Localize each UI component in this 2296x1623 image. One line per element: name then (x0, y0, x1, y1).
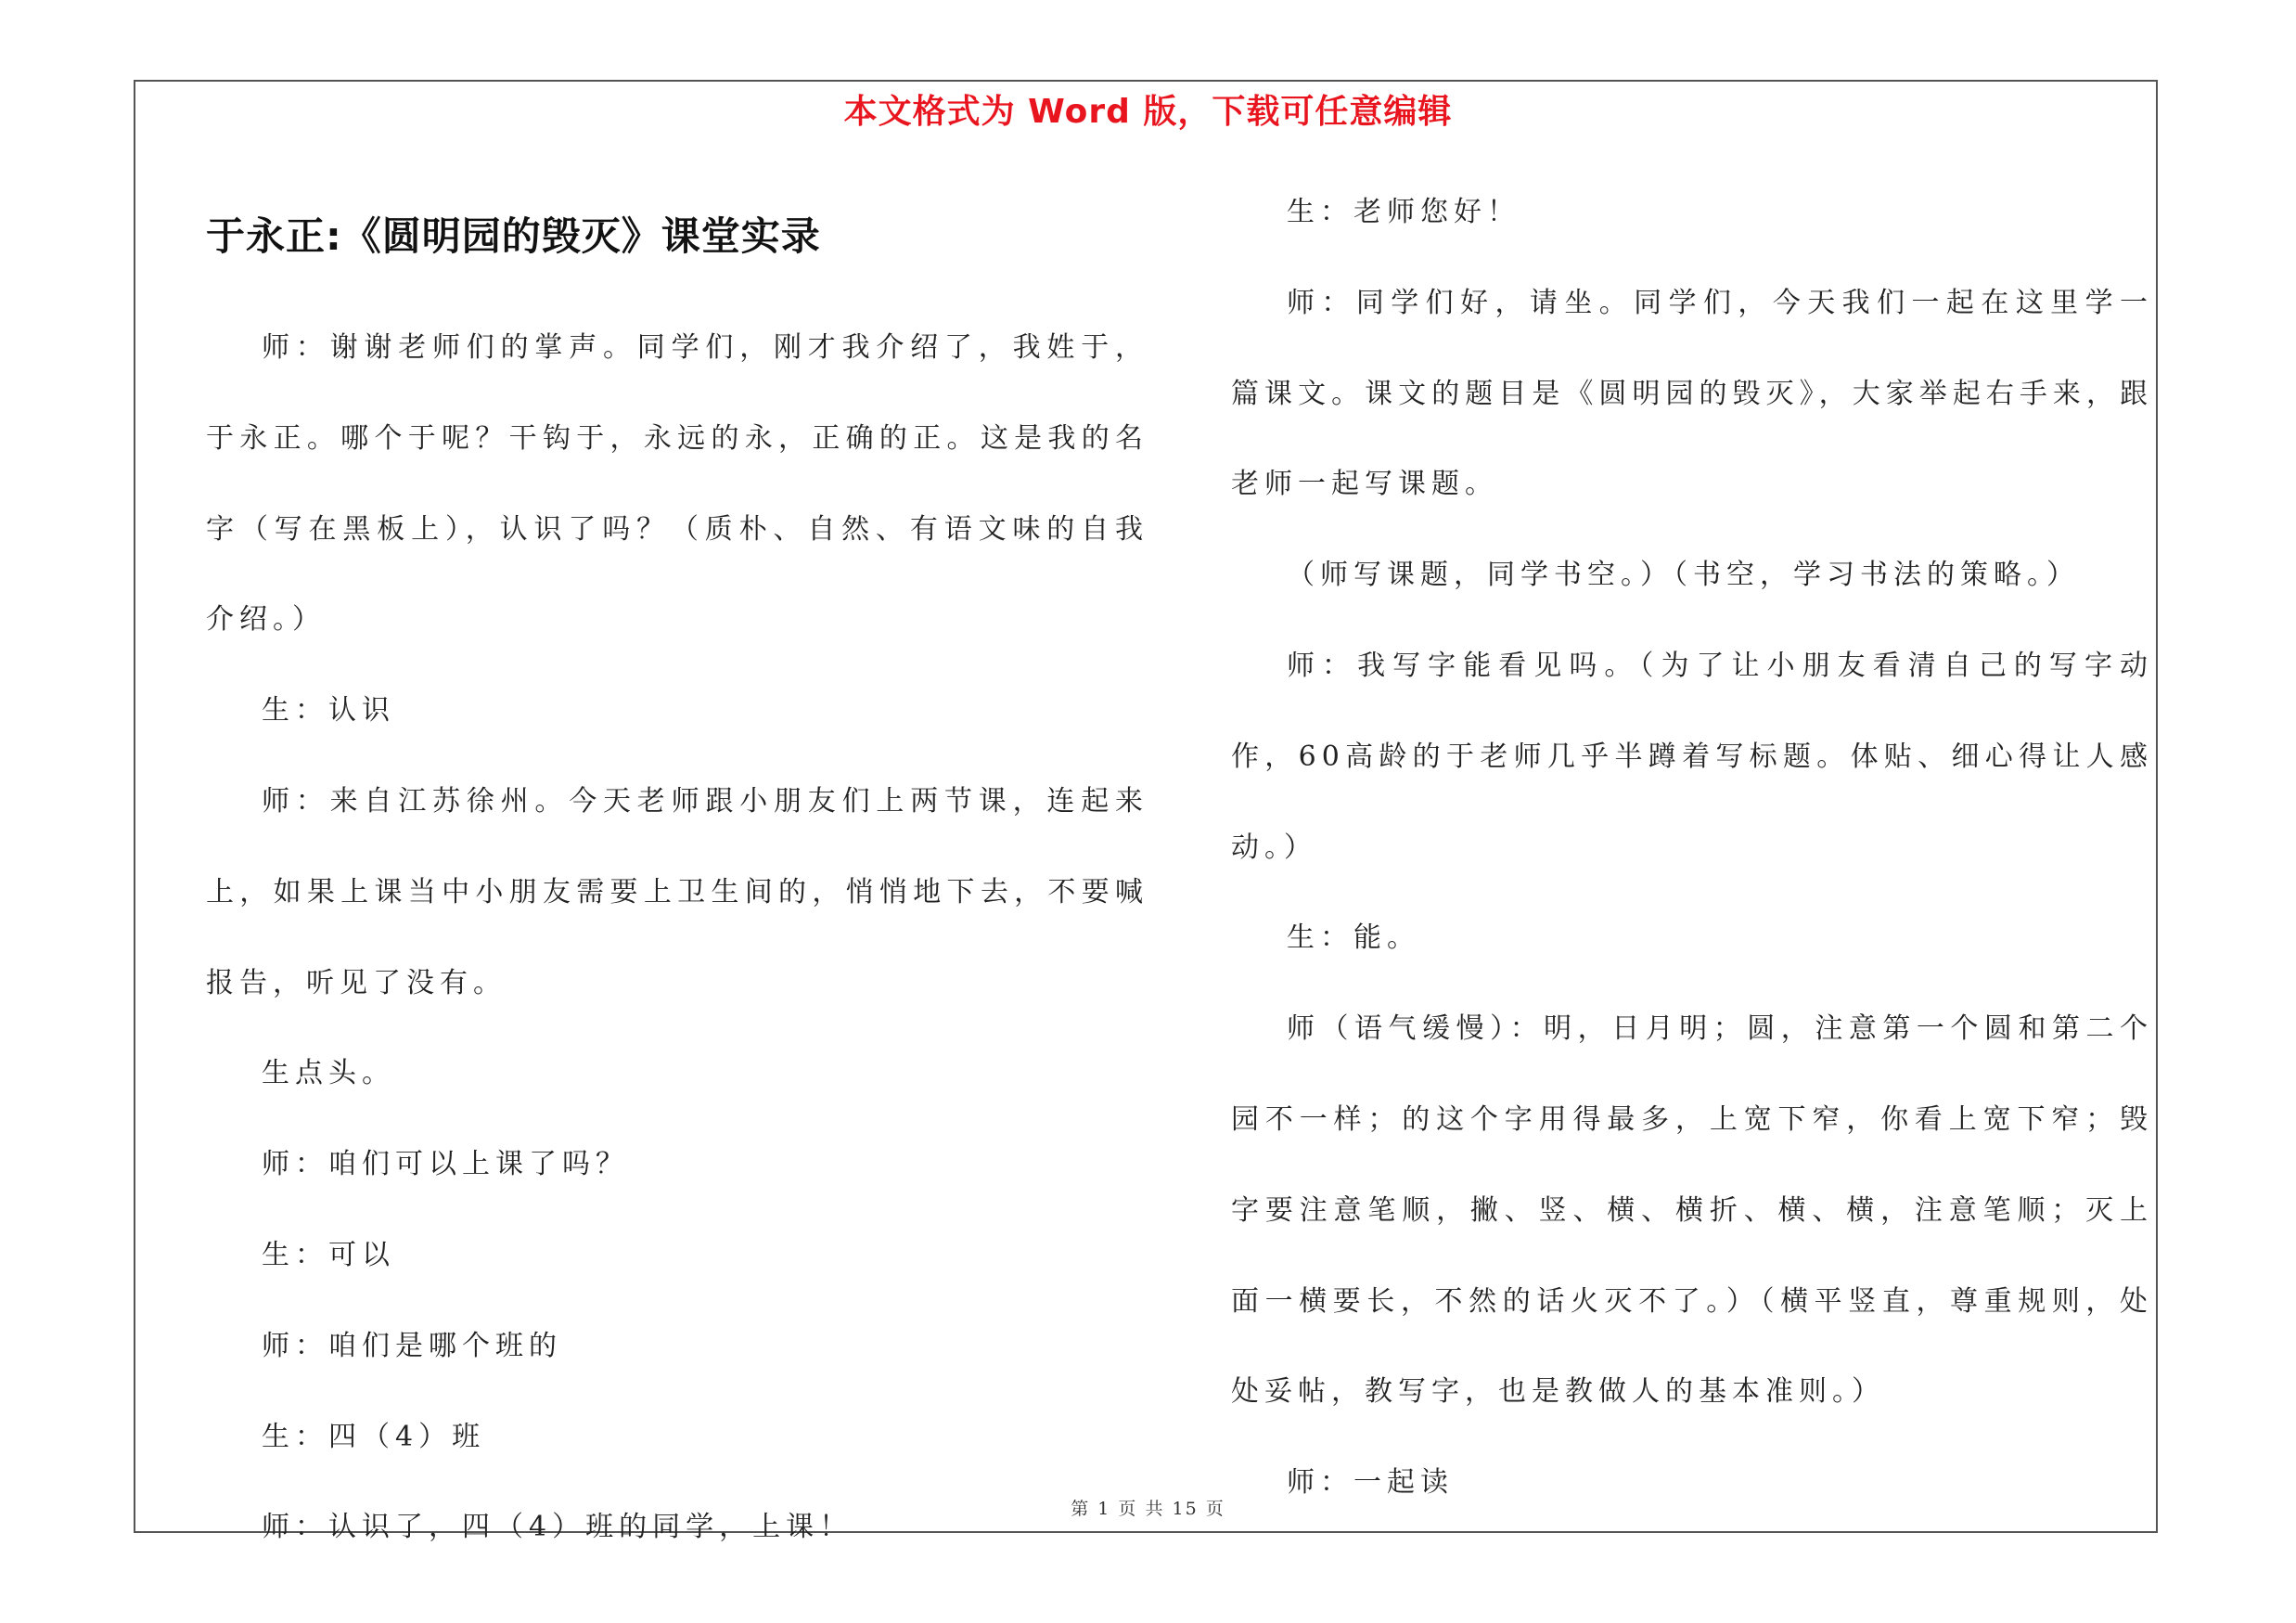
paragraph: 师：咱们是哪个班的 (262, 1329, 562, 1362)
page-number-footer: 第 1 页 共 15 页 (1071, 1499, 1225, 1519)
paragraph: 生：可以 (262, 1238, 395, 1271)
paragraph: 师：认识了，四（4）班的同学，上课！ (262, 1511, 853, 1544)
paragraph: 师：我写字能看见吗。（为了让小朋友看清自己的写字动作，60高龄的于老师几乎半蹲着写标题。体贴、细心得让人感动。） (1231, 649, 2153, 864)
paragraph: 师：一起读 (1287, 1466, 1454, 1500)
paragraph: 生：四（4）班 (262, 1420, 486, 1453)
word-format-banner: 本文格式为 Word 版，下载可任意编辑 (843, 93, 1453, 131)
paragraph: 生：老师您好！ (1287, 196, 1520, 228)
paragraph: 师（语气缓慢）：明，日月明；圆，注意第一个圆和第二个园不一样；的这个字用得最多，上宽下窄，你看上宽下窄；毁字要注意笔顺，撇、竖、横、横折、横、横，注意笔顺；灭上面一横要长，不然的话火灭不了。）（横平竖直，尊重规则，处处妥帖，教写字，也是教做人的基本准则。） (1231, 1012, 2153, 1409)
right-column (1231, 167, 2153, 1528)
paragraph: 师：谢谢老师们的掌声。同学们，刚才我介绍了，我姓于，于永正。哪个于呢？干钩于，永远的永，正确的正。这是我的名字（写在黑板上），认识了吗？（质朴、自然、有语文味的自我介绍。） (206, 331, 1148, 637)
document-title: 于永正:《圆明园的毁灭》课堂实录 (206, 213, 821, 259)
paragraph: 师：咱们可以上课了吗？ (262, 1148, 629, 1181)
left-column (206, 303, 1148, 1573)
paragraph: 生点头。 (262, 1057, 395, 1090)
paragraph: （师写课题，同学书空。）（书空，学习书法的策略。） (1287, 559, 2080, 592)
paragraph: 生：能。 (1287, 921, 1420, 955)
paragraph: 师：来自江苏徐州。今天老师跟小朋友们上两节课，连起来上，如果上课当中小朋友需要上卫生间的，悄悄地下去，不要喊报告，听见了没有。 (206, 784, 1148, 999)
paragraph: 生：认识 (262, 694, 395, 728)
paragraph: 师：同学们好，请坐。同学们，今天我们一起在这里学一篇课文。课文的题目是《圆明园的毁灭》，大家举起右手来，跟老师一起写课题。 (1231, 286, 2153, 501)
